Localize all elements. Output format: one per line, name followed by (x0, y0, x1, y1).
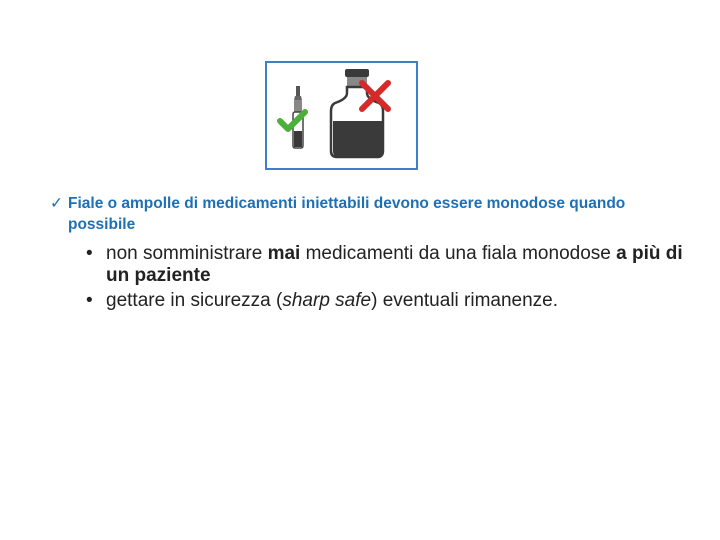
bullet-text: non somministrare (106, 243, 268, 264)
bullet-marker: • (86, 290, 93, 311)
vial-vs-bottle-illustration (265, 61, 418, 170)
main-point-text: Fiale o ampolle di medicamenti iniettabili devono essere monodose quando possibile (68, 195, 626, 233)
bullet-text: ) eventuali rimanenze. (371, 290, 559, 311)
bullet-emphasis: mai (267, 243, 301, 264)
bullet-marker: • (86, 243, 93, 264)
check-mark-icon: ✓ (50, 195, 63, 212)
bullet-emphasis: a più di un paziente (106, 243, 683, 286)
bullet-text: medicamenti da una fiala monodose (300, 243, 617, 264)
bullet-text: gettare in sicurezza ( (106, 290, 283, 311)
bullet-item (86, 243, 696, 287)
main-point (50, 193, 690, 235)
bullet-italic: sharp safe (282, 290, 372, 311)
bullet-list (86, 243, 696, 315)
illustration-graphic (267, 63, 416, 168)
multidose-bottle-icon (331, 69, 383, 157)
bullet-item (86, 290, 696, 312)
